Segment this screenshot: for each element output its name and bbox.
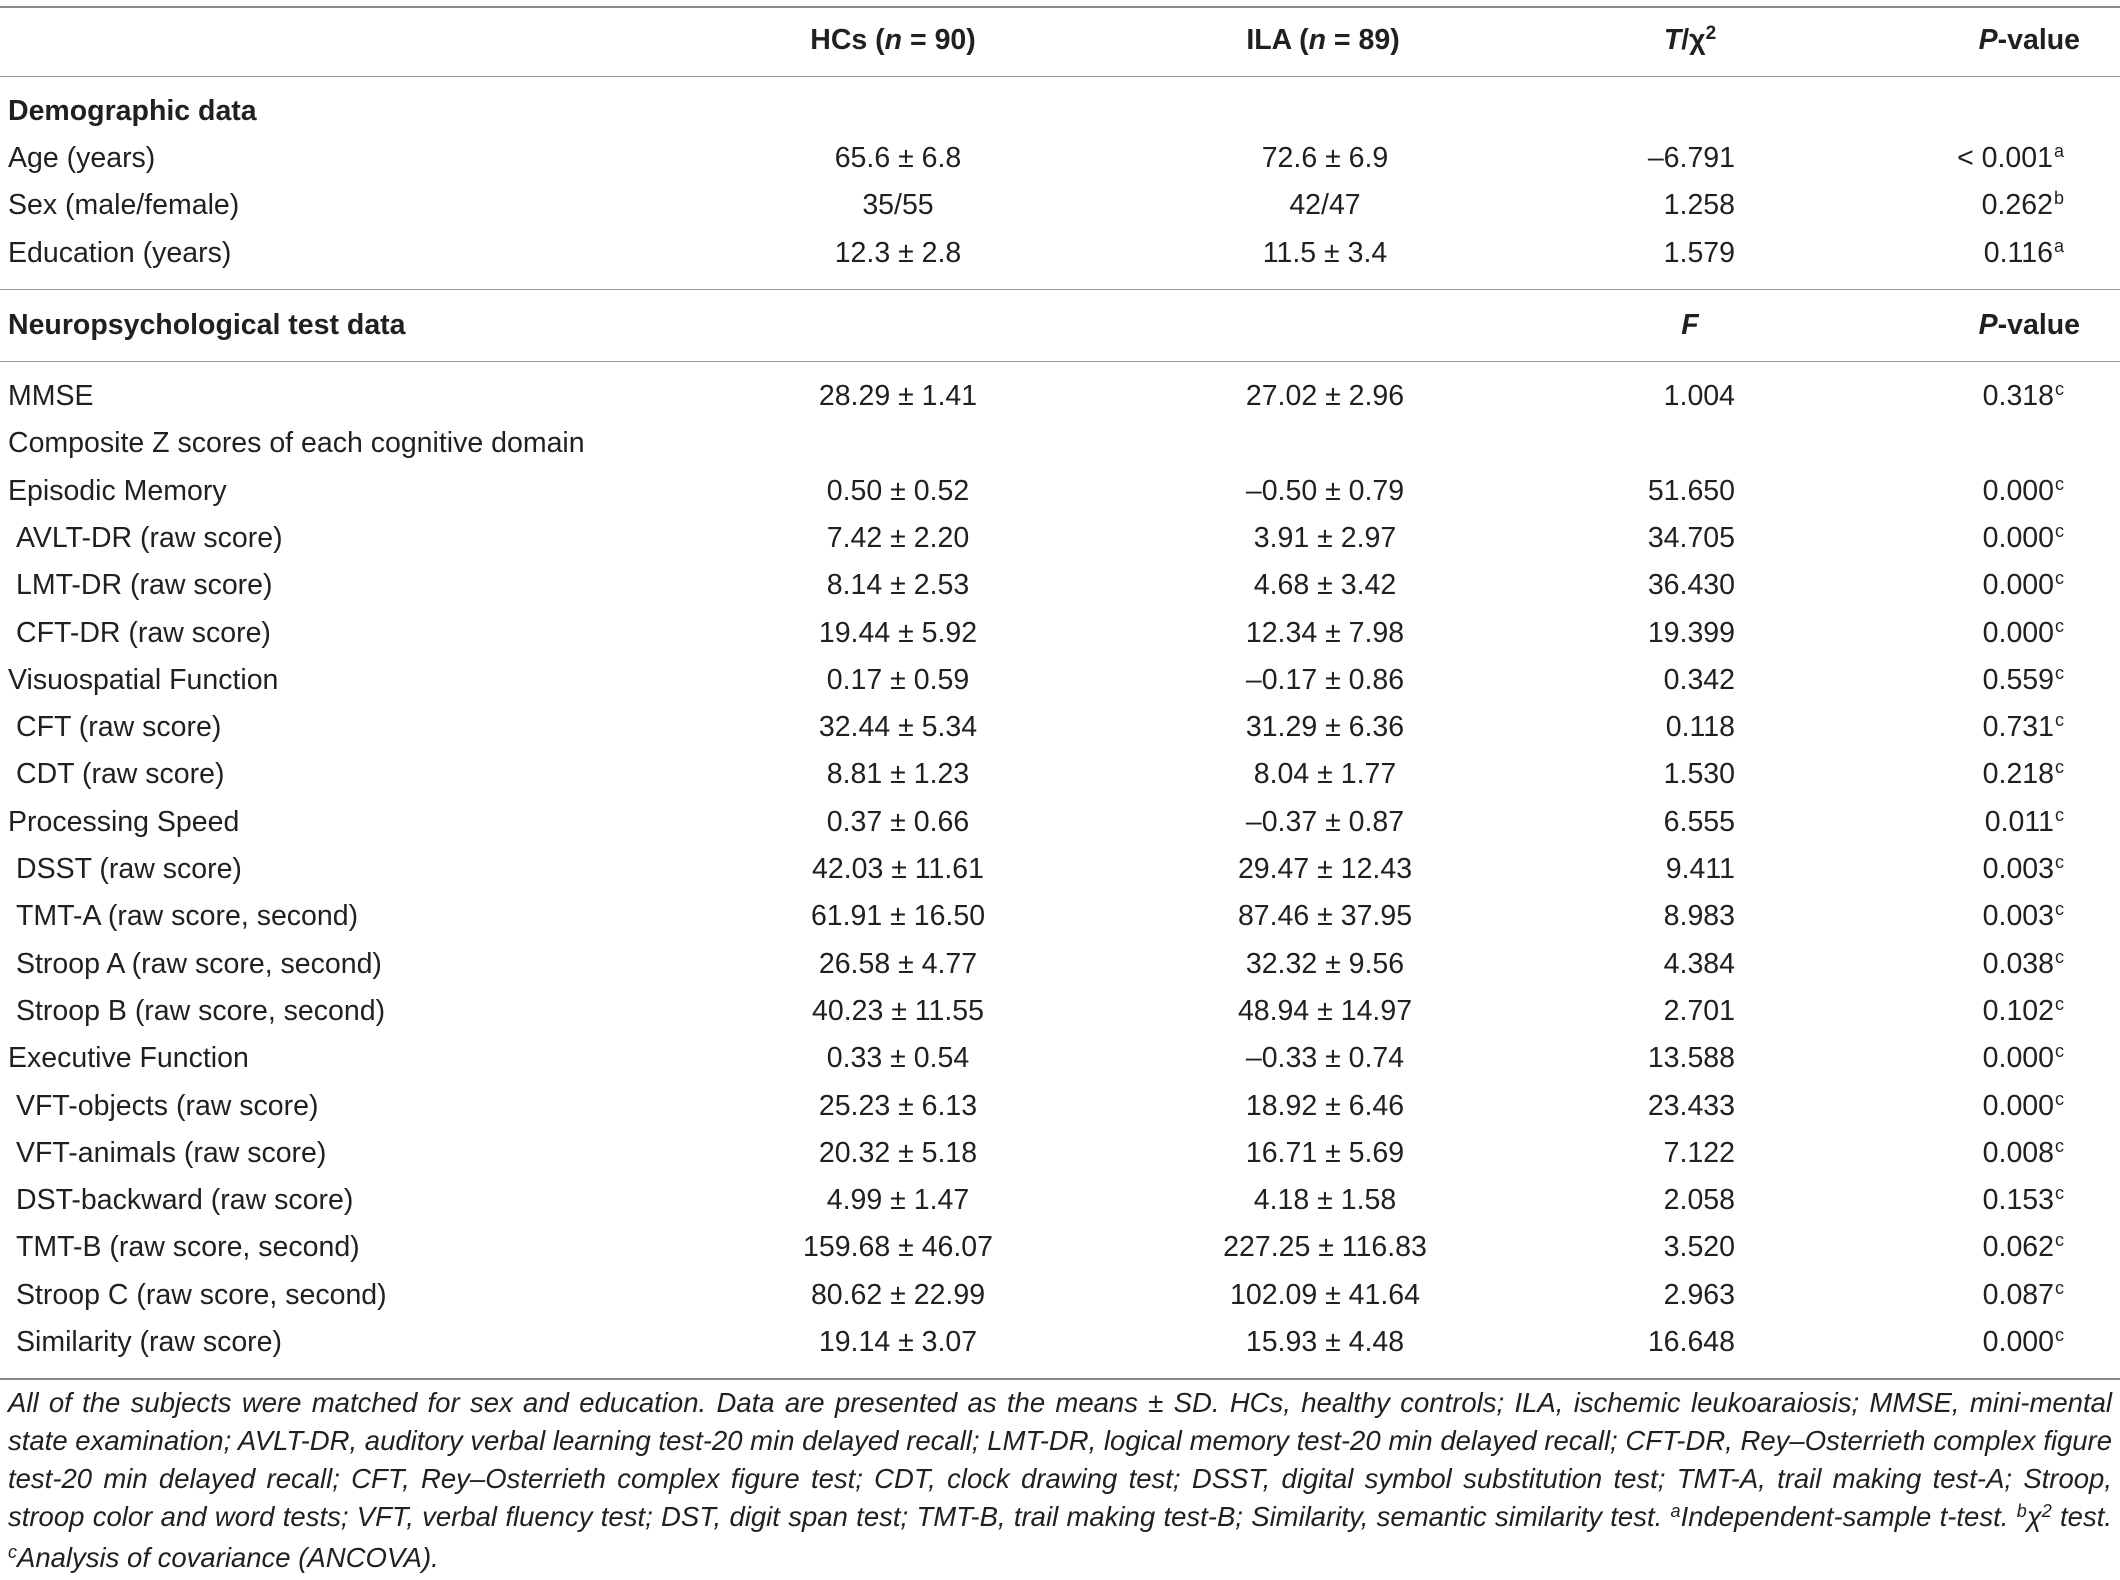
table-row <box>0 1319 2120 1366</box>
section-title: Demographic data <box>8 95 257 127</box>
ila-value: –0.17 ± 0.86 <box>1245 663 1405 696</box>
stat-value: 0.342 <box>1663 663 1735 696</box>
section-title: Neuropsychological test data <box>8 309 406 341</box>
p-value <box>1983 751 2064 801</box>
row-label: CDT (raw score) <box>16 758 225 791</box>
table-row <box>0 799 2120 846</box>
p-value <box>1985 799 2064 849</box>
p-value-footnote-mark: c <box>2055 1325 2064 1345</box>
p-value <box>1983 1083 2064 1133</box>
table-row <box>0 941 2120 988</box>
p-value-text: 0.062 <box>1982 1231 2054 1264</box>
ila-value: 4.18 ± 1.58 <box>1253 1184 1397 1217</box>
stat-value: 1.530 <box>1663 758 1735 791</box>
hc-value: 8.14 ± 2.53 <box>826 569 970 602</box>
stat-value: 1.579 <box>1663 236 1735 269</box>
p-value-footnote-mark: c <box>2055 993 2064 1014</box>
hc-value: 65.6 ± 6.8 <box>834 142 962 174</box>
table-row <box>0 1035 2120 1082</box>
row-label: Similarity (raw score) <box>16 1326 283 1358</box>
table-header-row <box>0 17 2120 64</box>
row-label: AVLT-DR (raw score) <box>16 521 283 554</box>
ila-value: 18.92 ± 6.46 <box>1245 1089 1405 1122</box>
stat-value: 16.648 <box>1647 1326 1735 1358</box>
row-label: Stroop C (raw score, second) <box>16 1278 387 1311</box>
hc-value: 25.23 ± 6.13 <box>818 1089 978 1122</box>
table-row <box>0 1130 2120 1177</box>
hc-value: 26.58 ± 4.77 <box>818 947 978 980</box>
hc-value: 4.99 ± 1.47 <box>826 1184 970 1217</box>
table-row <box>0 1177 2120 1224</box>
table-row <box>0 1083 2120 1130</box>
row-label: TMT-A (raw score, second) <box>16 900 359 933</box>
row-label: Stroop B (raw score, second) <box>16 994 386 1027</box>
ila-value: –0.50 ± 0.79 <box>1245 474 1405 507</box>
p-value-footnote-mark: c <box>2055 946 2064 967</box>
p-value-footnote-mark: c <box>2055 662 2064 683</box>
header-stat: $T/\chi^2$ <box>1663 23 1717 56</box>
p-value <box>1983 988 2064 1038</box>
hc-value: 35/55 <box>862 189 934 222</box>
p-value <box>1957 135 2064 185</box>
ila-value: 48.94 ± 14.97 <box>1237 994 1413 1027</box>
ila-value: 4.68 ± 3.42 <box>1253 569 1397 602</box>
p-value-text: 0.000 <box>1982 474 2054 507</box>
ila-value: 16.71 ± 5.69 <box>1245 1136 1405 1169</box>
p-value <box>1983 373 2064 423</box>
p-value-text: 0.318 <box>1982 380 2054 412</box>
ila-value: 87.46 ± 37.95 <box>1237 900 1413 933</box>
stat-value: 19.399 <box>1647 616 1735 649</box>
ila-value: 29.47 ± 12.43 <box>1237 853 1413 885</box>
table-row <box>0 610 2120 657</box>
p-value <box>1983 941 2064 991</box>
hc-value: 0.50 ± 0.52 <box>826 474 970 507</box>
p-value <box>1983 1224 2064 1274</box>
ila-value: 42/47 <box>1289 189 1361 222</box>
p-value <box>1983 1272 2064 1322</box>
header-p-value: P-value <box>1978 309 2080 341</box>
stat-value: 8.983 <box>1663 900 1735 933</box>
ila-value: 32.32 ± 9.56 <box>1245 947 1405 980</box>
hc-value: 28.29 ± 1.41 <box>818 380 978 412</box>
stat-value: –6.791 <box>1647 142 1735 174</box>
stat-value: 6.555 <box>1663 805 1735 838</box>
hc-value: 0.37 ± 0.66 <box>826 805 970 838</box>
ila-value: 3.91 ± 2.97 <box>1253 521 1397 554</box>
p-value-text: 0.116 <box>1983 236 2053 269</box>
row-label: VFT-animals (raw score) <box>16 1136 327 1169</box>
p-value-text: 0.153 <box>1982 1184 2054 1217</box>
stat-value: 2.058 <box>1663 1184 1735 1217</box>
p-value-footnote-mark: a <box>2053 235 2064 256</box>
ila-value: –0.33 ± 0.74 <box>1245 1042 1405 1075</box>
p-value-text: 0.011 <box>1984 805 2054 838</box>
section-neuro <box>0 302 2120 349</box>
p-value-footnote-mark: c <box>2055 1277 2064 1298</box>
p-value-footnote-mark: c <box>2055 1183 2064 1204</box>
table-row <box>0 704 2120 751</box>
p-value <box>1983 1130 2064 1180</box>
top-rule <box>0 6 2120 8</box>
row-label: Education (years) <box>8 236 232 269</box>
table-row <box>0 420 2120 467</box>
p-value-text: 0.218 <box>1982 758 2054 791</box>
p-value-footnote-mark: b <box>2053 188 2064 209</box>
p-value-footnote-mark: c <box>2055 379 2064 399</box>
table-row <box>0 1224 2120 1271</box>
section-rule <box>0 289 2120 290</box>
table-row <box>0 988 2120 1035</box>
p-value-text: 0.000 <box>1982 1089 2054 1122</box>
table-row <box>0 373 2120 420</box>
ila-value: 8.04 ± 1.77 <box>1253 758 1397 791</box>
p-value-text: 0.559 <box>1982 663 2054 696</box>
hc-value: 42.03 ± 11.61 <box>811 853 985 885</box>
p-value-text: 0.262 <box>1981 189 2053 222</box>
row-label: CFT (raw score) <box>16 711 222 744</box>
p-value-text: < 0.001 <box>1957 142 2053 174</box>
table-row <box>0 893 2120 940</box>
p-value-text: 0.102 <box>1982 994 2054 1027</box>
p-value-text: 0.008 <box>1982 1136 2054 1169</box>
header-rule <box>0 76 2120 77</box>
p-value-text: 0.038 <box>1982 947 2054 980</box>
p-value <box>1983 610 2064 660</box>
hc-value: 0.17 ± 0.59 <box>826 663 970 696</box>
p-value-footnote-mark: c <box>2055 568 2064 589</box>
header-f: F <box>1681 309 1699 341</box>
table-row <box>0 182 2120 229</box>
ila-value: –0.37 ± 0.87 <box>1245 805 1405 838</box>
p-value-footnote-mark: c <box>2055 804 2064 825</box>
stat-value: 4.384 <box>1663 947 1735 980</box>
ila-value: 15.93 ± 4.48 <box>1245 1326 1405 1358</box>
table-row <box>0 846 2120 893</box>
stat-value: 9.411 <box>1665 853 1735 885</box>
row-label: DST-backward (raw score) <box>16 1184 354 1217</box>
p-value-footnote-mark: c <box>2055 757 2064 778</box>
stat-value: 51.650 <box>1647 474 1735 507</box>
p-value-text: 0.000 <box>1982 1326 2054 1358</box>
bottom-rule <box>0 1378 2120 1380</box>
neuro-header-rule <box>0 361 2120 362</box>
table-row <box>0 468 2120 515</box>
p-value-footnote-mark: c <box>2055 615 2064 636</box>
p-value-footnote-mark: c <box>2055 1041 2064 1062</box>
hc-value: 19.44 ± 5.92 <box>818 616 978 649</box>
hc-value: 8.81 ± 1.23 <box>826 758 970 791</box>
p-value-footnote-mark: c <box>2055 710 2064 731</box>
hc-value: 19.14 ± 3.07 <box>818 1326 978 1358</box>
stat-value: 36.430 <box>1647 569 1735 602</box>
p-value-footnote-mark: a <box>2053 141 2064 161</box>
row-label: Composite Z scores of each cognitive domain <box>8 427 585 460</box>
p-value-footnote-mark: c <box>2055 899 2064 920</box>
hc-value: 40.23 ± 11.55 <box>811 994 985 1027</box>
table-row <box>0 135 2120 182</box>
header-ila: ILA (n = 89) <box>1246 24 1400 56</box>
table-footnote: All of the subjects were matched for sex and education. Data are presented as the means ± SD. HCs, healthy controls; ILA, ischemic leukoaraiosis; MMSE, mini-mental state examination; AVLT-DR, auditory verbal learning test-20 min delayed recall; LMT-DR, logical memory test-20 min delayed recall; CFT-DR, Rey–Osterrieth complex figure test-20 min delayed recall; CFT, Rey–Osterrieth complex figure test; CDT, clock drawing test; DSST, digital symbol substitution test; TMT-A, trail making test-A; Stroop, stroop color and word tests; VFT, verbal fluency test; DST, digit span test; TMT-B, trail making test-B; Similarity, semantic similarity test. $^a$Independent-sample t-test. $^b\chi^2$ test. $^c$Analysis of covariance (ANCOVA). <box>8 1387 2113 1573</box>
ila-value: 72.6 ± 6.9 <box>1261 142 1389 174</box>
ila-value: 227.25 ± 116.83 <box>1223 1231 1427 1264</box>
row-label: Sex (male/female) <box>8 189 240 222</box>
stat-value: 13.588 <box>1647 1042 1735 1075</box>
p-value <box>1983 846 2064 896</box>
stat-value: 7.122 <box>1663 1136 1735 1169</box>
p-value <box>1983 1319 2064 1369</box>
row-label: Episodic Memory <box>8 474 227 507</box>
table-row <box>0 562 2120 609</box>
p-value <box>1983 1035 2064 1085</box>
stat-value: 1.258 <box>1663 189 1735 222</box>
p-value-text: 0.731 <box>1982 711 2054 744</box>
stat-value: 34.705 <box>1647 521 1735 554</box>
section-demographic <box>0 88 2120 135</box>
ila-value: 27.02 ± 2.96 <box>1245 380 1405 412</box>
row-label: Visuospatial Function <box>8 663 279 696</box>
table-row <box>0 657 2120 704</box>
ila-value: 31.29 ± 6.36 <box>1245 711 1405 744</box>
header-p-value: P-value <box>1978 24 2080 56</box>
stat-value: 1.004 <box>1663 380 1735 412</box>
header-hc: HCs (n = 90) <box>810 24 976 56</box>
p-value <box>1983 1177 2064 1227</box>
row-label: Processing Speed <box>8 805 240 838</box>
p-value-text: 0.087 <box>1982 1278 2054 1311</box>
p-value-footnote-mark: c <box>2055 852 2064 872</box>
hc-value: 20.32 ± 5.18 <box>818 1136 978 1169</box>
p-value-text: 0.000 <box>1982 616 2054 649</box>
stat-value: 3.520 <box>1663 1231 1735 1264</box>
p-value-text: 0.003 <box>1982 853 2054 885</box>
p-value-text: 0.003 <box>1982 900 2054 933</box>
p-value-footnote-mark: c <box>2055 1088 2064 1109</box>
hc-value: 32.44 ± 5.34 <box>818 711 978 744</box>
row-label: Stroop A (raw score, second) <box>16 947 382 980</box>
hc-value: 7.42 ± 2.20 <box>826 521 970 554</box>
p-value <box>2063 420 2064 470</box>
row-label: VFT-objects (raw score) <box>16 1089 319 1122</box>
row-label: TMT-B (raw score, second) <box>16 1231 360 1264</box>
row-label: DSST (raw score) <box>16 853 242 885</box>
p-value <box>1983 562 2064 612</box>
hc-value: 159.68 ± 46.07 <box>803 1231 993 1264</box>
p-value-footnote-mark: c <box>2055 1135 2064 1156</box>
hc-value: 0.33 ± 0.54 <box>826 1042 970 1075</box>
row-label: MMSE <box>8 380 94 412</box>
table-row <box>0 515 2120 562</box>
row-label: Executive Function <box>8 1042 249 1075</box>
hc-value: 12.3 ± 2.8 <box>834 236 962 269</box>
p-value <box>1983 704 2064 754</box>
ila-value: 12.34 ± 7.98 <box>1245 616 1405 649</box>
row-label: CFT-DR (raw score) <box>16 616 271 649</box>
row-label: Age (years) <box>8 142 156 174</box>
p-value <box>1982 182 2064 232</box>
ila-value: 11.5 ± 3.4 <box>1262 236 1388 269</box>
p-value-text: 0.000 <box>1982 569 2054 602</box>
stat-value: 0.118 <box>1665 711 1735 744</box>
hc-value: 61.91 ± 16.50 <box>810 900 986 933</box>
p-value-footnote-mark: c <box>2055 1230 2064 1251</box>
table-row <box>0 751 2120 798</box>
p-value-text: 0.000 <box>1982 521 2054 554</box>
p-value <box>1983 893 2064 943</box>
p-value <box>1983 468 2064 518</box>
stat-value: 2.701 <box>1663 994 1735 1027</box>
row-label: LMT-DR (raw score) <box>16 569 273 602</box>
table-row <box>0 1272 2120 1319</box>
p-value <box>1983 657 2064 707</box>
ila-value: 102.09 ± 41.64 <box>1230 1278 1420 1311</box>
table-row <box>0 230 2120 277</box>
p-value-footnote-mark: c <box>2055 520 2064 541</box>
p-value-footnote-mark: c <box>2055 473 2064 494</box>
hc-value: 80.62 ± 22.99 <box>810 1278 986 1311</box>
p-value <box>1983 515 2064 565</box>
p-value-text: 0.000 <box>1982 1042 2054 1075</box>
stat-value: 2.963 <box>1663 1278 1735 1311</box>
stat-value: 23.433 <box>1647 1089 1735 1122</box>
p-value <box>1984 230 2064 280</box>
